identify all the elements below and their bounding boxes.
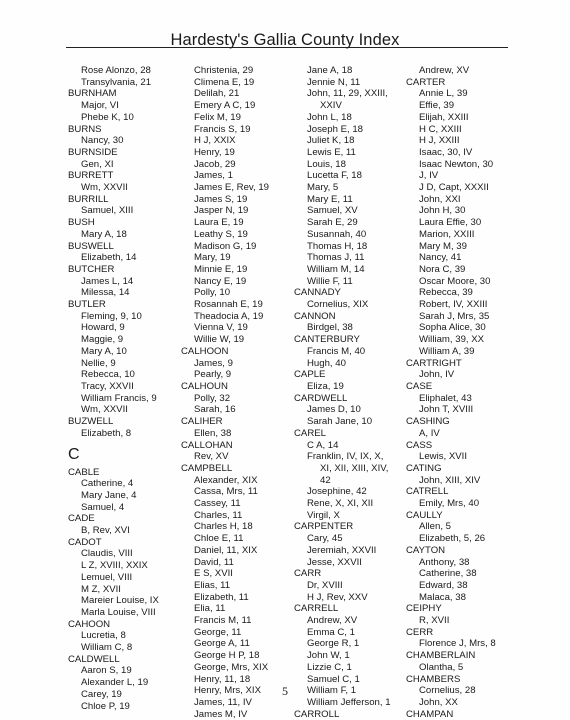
given-name-entry: William C, 8 [81, 642, 133, 654]
title-rule [66, 47, 508, 48]
given-name-entry: Polly, 10 [194, 287, 231, 299]
given-name-entry: James E, Rev, 19 [194, 182, 270, 194]
given-name-entry: Virgil, X [307, 509, 340, 521]
given-name-entry: Rosannah E, 19 [194, 299, 263, 311]
given-name-entry: Sarah Jane, 10 [307, 416, 373, 428]
given-name-entry: Alexander, XIX [194, 474, 258, 486]
given-name-entry: M Z, XVII [81, 583, 121, 595]
given-name-entry: J D, Capt, XXXII [419, 182, 489, 194]
surname-heading: CAMPBELL [181, 462, 233, 474]
entry-continuation: XI, XII, XIII, XIV, [320, 462, 389, 474]
given-name-entry: Jesse, XXVII [307, 556, 362, 568]
index-column-3 [294, 65, 412, 720]
given-name-entry: Edward, 38 [419, 579, 468, 591]
given-name-entry: John, XIII, XIV [419, 474, 481, 486]
given-name-entry: Cassa, Mrs, 11 [194, 486, 258, 498]
given-name-entry: John, 11, 29, XXIII, [307, 88, 388, 100]
given-name-entry: John, XX [419, 696, 458, 708]
index-column-4 [406, 65, 524, 720]
surname-heading: CARPENTER [294, 521, 354, 533]
given-name-entry: Alexander L, 19 [81, 677, 149, 689]
given-name-entry: Transylvania, 21 [81, 76, 152, 88]
given-name-entry: Wm, XXVII [81, 404, 128, 416]
given-name-entry: Annie L, 39 [419, 88, 468, 100]
surname-heading: CARDWELL [294, 392, 348, 404]
given-name-entry: Malaca, 38 [419, 591, 466, 603]
given-name-entry: Juliet K, 18 [307, 135, 355, 147]
given-name-entry: Elias, 11 [194, 579, 231, 591]
section-letter: C [68, 445, 80, 463]
given-name-entry: Jeremiah, XXVII [307, 544, 377, 556]
given-name-entry: H C, XXIII [419, 123, 462, 135]
given-name-entry: Laura E, 19 [194, 217, 244, 229]
given-name-entry: Thomas H, 18 [307, 240, 368, 252]
given-name-entry: Samuel, XV [307, 205, 358, 217]
surname-heading: CAYTON [406, 544, 446, 556]
given-name-entry: Lewis, XVII [419, 451, 467, 463]
surname-heading: CEIPHY [406, 603, 442, 615]
surname-heading: BUSH [68, 217, 95, 229]
surname-heading: BURNHAM [68, 88, 117, 100]
given-name-entry: Mary A, 10 [81, 345, 127, 357]
given-name-entry: J, IV [419, 170, 439, 182]
surname-heading: CHAMBERLAIN [406, 650, 476, 662]
surname-heading: CADE [68, 513, 95, 525]
given-name-entry: William, 39, XX [419, 334, 485, 346]
given-name-entry: John, IV [419, 369, 455, 381]
given-name-entry: Jasper N, 19 [194, 205, 249, 217]
given-name-entry: William M, 14 [307, 263, 365, 275]
given-name-entry: Cary, 45 [307, 533, 343, 545]
surname-heading: CALIHER [181, 416, 223, 428]
given-name-entry: Rose Alonzo, 28 [81, 65, 151, 76]
given-name-entry: Tracy, XXVII [81, 380, 134, 392]
surname-heading: BUZWELL [68, 416, 114, 428]
surname-heading: CARTRIGHT [406, 357, 462, 369]
given-name-entry: Andrew, XV [307, 615, 358, 627]
given-name-entry: James, 1 [194, 170, 233, 182]
given-name-entry: Francis S, 19 [194, 123, 251, 135]
given-name-entry: Rene, X, XI, XII [307, 498, 374, 510]
given-name-entry: Mareier Louise, IX [81, 595, 159, 607]
given-name-entry: Susannah, 40 [307, 228, 367, 240]
given-name-entry: George, Mrs, XIX [194, 661, 269, 673]
given-name-entry: Florence J, Mrs, 8 [419, 638, 496, 650]
given-name-entry: Jennie N, 11 [307, 76, 361, 88]
given-name-entry: William Jefferson, 1 [307, 696, 391, 708]
surname-heading: CAHOON [68, 618, 111, 630]
surname-heading: BUSWELL [68, 240, 114, 252]
given-name-entry: Mary E, 11 [307, 193, 353, 205]
given-name-entry: Sarah, 16 [194, 404, 236, 416]
given-name-entry: Lucretia, 8 [81, 630, 126, 642]
given-name-entry: Effie, 39 [419, 100, 455, 112]
surname-heading: CERR [406, 626, 434, 638]
given-name-entry: Nancy, 41 [419, 252, 462, 264]
given-name-entry: Cassey, 11 [194, 498, 241, 510]
given-name-entry: George, 11 [194, 626, 242, 638]
given-name-entry: Claudis, VIII [81, 548, 133, 560]
entry-continuation: 42 [320, 474, 331, 486]
given-name-entry: Minnie E, 19 [194, 263, 248, 275]
given-name-entry: Isaac, 30, IV [419, 146, 473, 158]
given-name-entry: Sopha Alice, 30 [419, 322, 486, 334]
surname-heading: CASE [406, 380, 433, 392]
given-name-entry: James M, IV [194, 708, 248, 720]
given-name-entry: George H P, 18 [194, 650, 260, 662]
given-name-entry: Joseph E, 18 [307, 123, 364, 135]
surname-heading: CATRELL [406, 486, 449, 498]
given-name-entry: Daniel, 11, XIX [194, 544, 258, 556]
given-name-entry: James, 11, IV [194, 696, 252, 708]
surname-heading: CASS [406, 439, 433, 451]
given-name-entry: Mary, 19 [194, 252, 231, 264]
given-name-entry: Elizabeth, 14 [81, 252, 137, 264]
given-name-entry: Wm, XXVII [81, 182, 128, 194]
given-name-entry: H J, XXIII [419, 135, 460, 147]
given-name-entry: R, XVII [419, 615, 450, 627]
given-name-entry: Sarah E, 29 [307, 217, 358, 229]
given-name-entry: Milessa, 14 [81, 287, 130, 299]
given-name-entry: Sarah J, Mrs, 35 [419, 310, 490, 322]
given-name-entry: Jacob, 29 [194, 158, 236, 170]
given-name-entry: William F, 1 [307, 685, 357, 697]
given-name-entry: Theadocia A, 19 [194, 310, 264, 322]
given-name-entry: James, 9 [194, 357, 233, 369]
given-name-entry: Marla Louise, VIII [81, 606, 156, 618]
surname-heading: CABLE [68, 466, 100, 478]
page-title: Hardesty's Gallia County Index [170, 31, 400, 49]
surname-heading: CARR [294, 568, 322, 580]
given-name-entry: John, XXI [419, 193, 461, 205]
given-name-entry: Samuel C, 1 [307, 673, 360, 685]
given-name-entry: William Francis, 9 [81, 392, 157, 404]
given-name-entry: Leathy S, 19 [194, 228, 248, 240]
given-name-entry: B, Rev, XVI [81, 525, 130, 537]
given-name-entry: Aaron S, 19 [81, 665, 132, 677]
given-name-entry: Samuel, XIII [81, 205, 134, 217]
given-name-entry: Mary A, 18 [81, 228, 127, 240]
surname-heading: BURNS [68, 123, 102, 135]
given-name-entry: Marion, XXIII [419, 228, 475, 240]
surname-heading: CANTERBURY [294, 334, 360, 346]
surname-heading: CAPLE [294, 369, 326, 381]
given-name-entry: Andrew, XV [419, 65, 470, 76]
given-name-entry: Oscar Moore, 30 [419, 275, 491, 287]
given-name-entry: Jane A, 18 [307, 65, 353, 76]
given-name-entry: Louis, 18 [307, 158, 346, 170]
surname-heading: CAREL [294, 427, 326, 439]
given-name-entry: Catherine, 38 [419, 568, 477, 580]
surname-heading: CANNON [294, 310, 336, 322]
surname-heading: CANNADY [294, 287, 341, 299]
surname-heading: BURNSIDE [68, 146, 118, 158]
given-name-entry: Cornelius, 28 [419, 685, 476, 697]
given-name-entry: Francis M, 11 [194, 615, 252, 627]
given-name-entry: Gen, XI [81, 158, 114, 170]
given-name-entry: Samuel, 4 [81, 501, 125, 513]
given-name-entry: Mary M, 39 [419, 240, 467, 252]
given-name-entry: L Z, XVIII, XXIX [81, 560, 148, 572]
given-name-entry: Chloe E, 11 [194, 533, 244, 545]
given-name-entry: Ellen, 38 [194, 427, 232, 439]
given-name-entry: C A, 14 [307, 439, 339, 451]
given-name-entry: William A, 39 [419, 345, 475, 357]
given-name-entry: Lizzie C, 1 [307, 661, 352, 673]
given-name-entry: Fleming, 9, 10 [81, 310, 142, 322]
page-number: 5 [282, 684, 288, 698]
given-name-entry: Christenia, 29 [194, 65, 254, 76]
given-name-entry: Olantha, 5 [419, 661, 464, 673]
given-name-entry: Delilah, 21 [194, 88, 240, 100]
surname-heading: CALLOHAN [181, 439, 233, 451]
given-name-entry: Willie W, 19 [194, 334, 245, 346]
given-name-entry: Nancy, 30 [81, 135, 124, 147]
given-name-entry: Hugh, 40 [307, 357, 346, 369]
given-name-entry: Madison G, 19 [194, 240, 257, 252]
given-name-entry: Phebe K, 10 [81, 111, 134, 123]
given-name-entry: Mary, 5 [307, 182, 339, 194]
given-name-entry: John L, 18 [307, 111, 352, 123]
given-name-entry: Howard, 9 [81, 322, 125, 334]
given-name-entry: Catherine, 4 [81, 478, 134, 490]
given-name-entry: Felix M, 19 [194, 111, 241, 123]
given-name-entry: Birdgel, 38 [307, 322, 353, 334]
surname-heading: BURRILL [68, 193, 109, 205]
given-name-entry: Eliphalet, 43 [419, 392, 472, 404]
surname-heading: BUTCHER [68, 263, 115, 275]
surname-heading: CADOT [68, 536, 102, 548]
given-name-entry: H J, Rev, XXV [307, 591, 368, 603]
given-name-entry: Francis M, 40 [307, 345, 366, 357]
given-name-entry: Carey, 19 [81, 688, 122, 700]
given-name-entry: Nancy E, 19 [194, 275, 247, 287]
surname-heading: CARTER [406, 76, 446, 88]
given-name-entry: Willie F, 11 [307, 275, 353, 287]
given-name-entry: Allen, 5 [419, 521, 451, 533]
surname-heading: CAULLY [406, 509, 443, 521]
given-name-entry: A, IV [419, 427, 440, 439]
given-name-entry: John T, XVIII [419, 404, 474, 416]
index-column-2 [181, 65, 299, 720]
given-name-entry: James S, 19 [194, 193, 248, 205]
given-name-entry: Cornelius, XIX [307, 299, 369, 311]
given-name-entry: E S, XVII [194, 568, 233, 580]
given-name-entry: Polly, 32 [194, 392, 231, 404]
given-name-entry: Elijah, XXIII [419, 111, 469, 123]
given-name-entry: James D, 10 [307, 404, 361, 416]
given-name-entry: John H, 30 [419, 205, 466, 217]
surname-heading: CATING [406, 462, 442, 474]
given-name-entry: Elia, 11 [194, 603, 226, 615]
surname-heading: BUTLER [68, 299, 106, 311]
given-name-entry: Charles H, 18 [194, 521, 253, 533]
given-name-entry: Rebecca, 10 [81, 369, 135, 381]
surname-heading: CHAMBERS [406, 673, 461, 685]
given-name-entry: H J, XXIX [194, 135, 236, 147]
given-name-entry: David, 11 [194, 556, 234, 568]
surname-heading: CALDWELL [68, 653, 120, 665]
given-name-entry: Thomas J, 11 [307, 252, 365, 264]
given-name-entry: Dr, XVIII [307, 579, 343, 591]
given-name-entry: Major, VI [81, 100, 119, 112]
given-name-entry: Climena E, 19 [194, 76, 255, 88]
given-name-entry: Nora C, 39 [419, 263, 466, 275]
index-column-1 [68, 65, 186, 712]
given-name-entry: Lucetta F, 18 [307, 170, 362, 182]
given-name-entry: Rev, XV [194, 451, 229, 463]
given-name-entry: George R, 1 [307, 638, 360, 650]
given-name-entry: Isaac Newton, 30 [419, 158, 494, 170]
given-name-entry: Rebecca, 39 [419, 287, 473, 299]
given-name-entry: George A, 11 [194, 638, 250, 650]
given-name-entry: Franklin, IV, IX, X, [307, 451, 384, 463]
given-name-entry: Lewis E, 11 [307, 146, 356, 158]
surname-heading: BURRETT [68, 170, 114, 182]
surname-heading: CARRELL [294, 603, 339, 615]
given-name-entry: Emily, Mrs, 40 [419, 498, 480, 510]
given-name-entry: Emery A C, 19 [194, 100, 256, 112]
given-name-entry: Josephine, 42 [307, 486, 367, 498]
surname-heading: CALHOUN [181, 380, 228, 392]
given-name-entry: Elizabeth, 5, 26 [419, 533, 486, 545]
given-name-entry: Elizabeth, 8 [81, 427, 132, 439]
given-name-entry: Emma C, 1 [307, 626, 355, 638]
given-name-entry: Anthony, 38 [419, 556, 470, 568]
given-name-entry: Eliza, 19 [307, 380, 344, 392]
given-name-entry: Mary Jane, 4 [81, 489, 137, 501]
given-name-entry: Chloe P, 19 [81, 700, 130, 712]
given-name-entry: Elizabeth, 11 [194, 591, 249, 603]
surname-heading: CARROLL [294, 708, 340, 720]
surname-heading: CALHOON [181, 345, 229, 357]
given-name-entry: Lemuel, VIII [81, 571, 133, 583]
surname-heading: CHAMPAN [406, 708, 454, 720]
given-name-entry: Vienna V, 19 [194, 322, 248, 334]
given-name-entry: John W, 1 [307, 650, 350, 662]
given-name-entry: Henry, 11, 18 [194, 673, 251, 685]
given-name-entry: Pearly, 9 [194, 369, 232, 381]
surname-heading: CASHING [406, 416, 450, 428]
given-name-entry: James L, 14 [81, 275, 134, 287]
given-name-entry: Robert, IV, XXIII [419, 299, 488, 311]
given-name-entry: Henry, Mrs, XIX [194, 685, 261, 697]
given-name-entry: Maggie, 9 [81, 334, 124, 346]
given-name-entry: Henry, 19 [194, 146, 235, 158]
given-name-entry: Nellie, 9 [81, 357, 116, 369]
given-name-entry: Laura Effie, 30 [419, 217, 482, 229]
given-name-entry: Charles, 11 [194, 509, 243, 521]
entry-continuation: XXIV [320, 100, 342, 112]
